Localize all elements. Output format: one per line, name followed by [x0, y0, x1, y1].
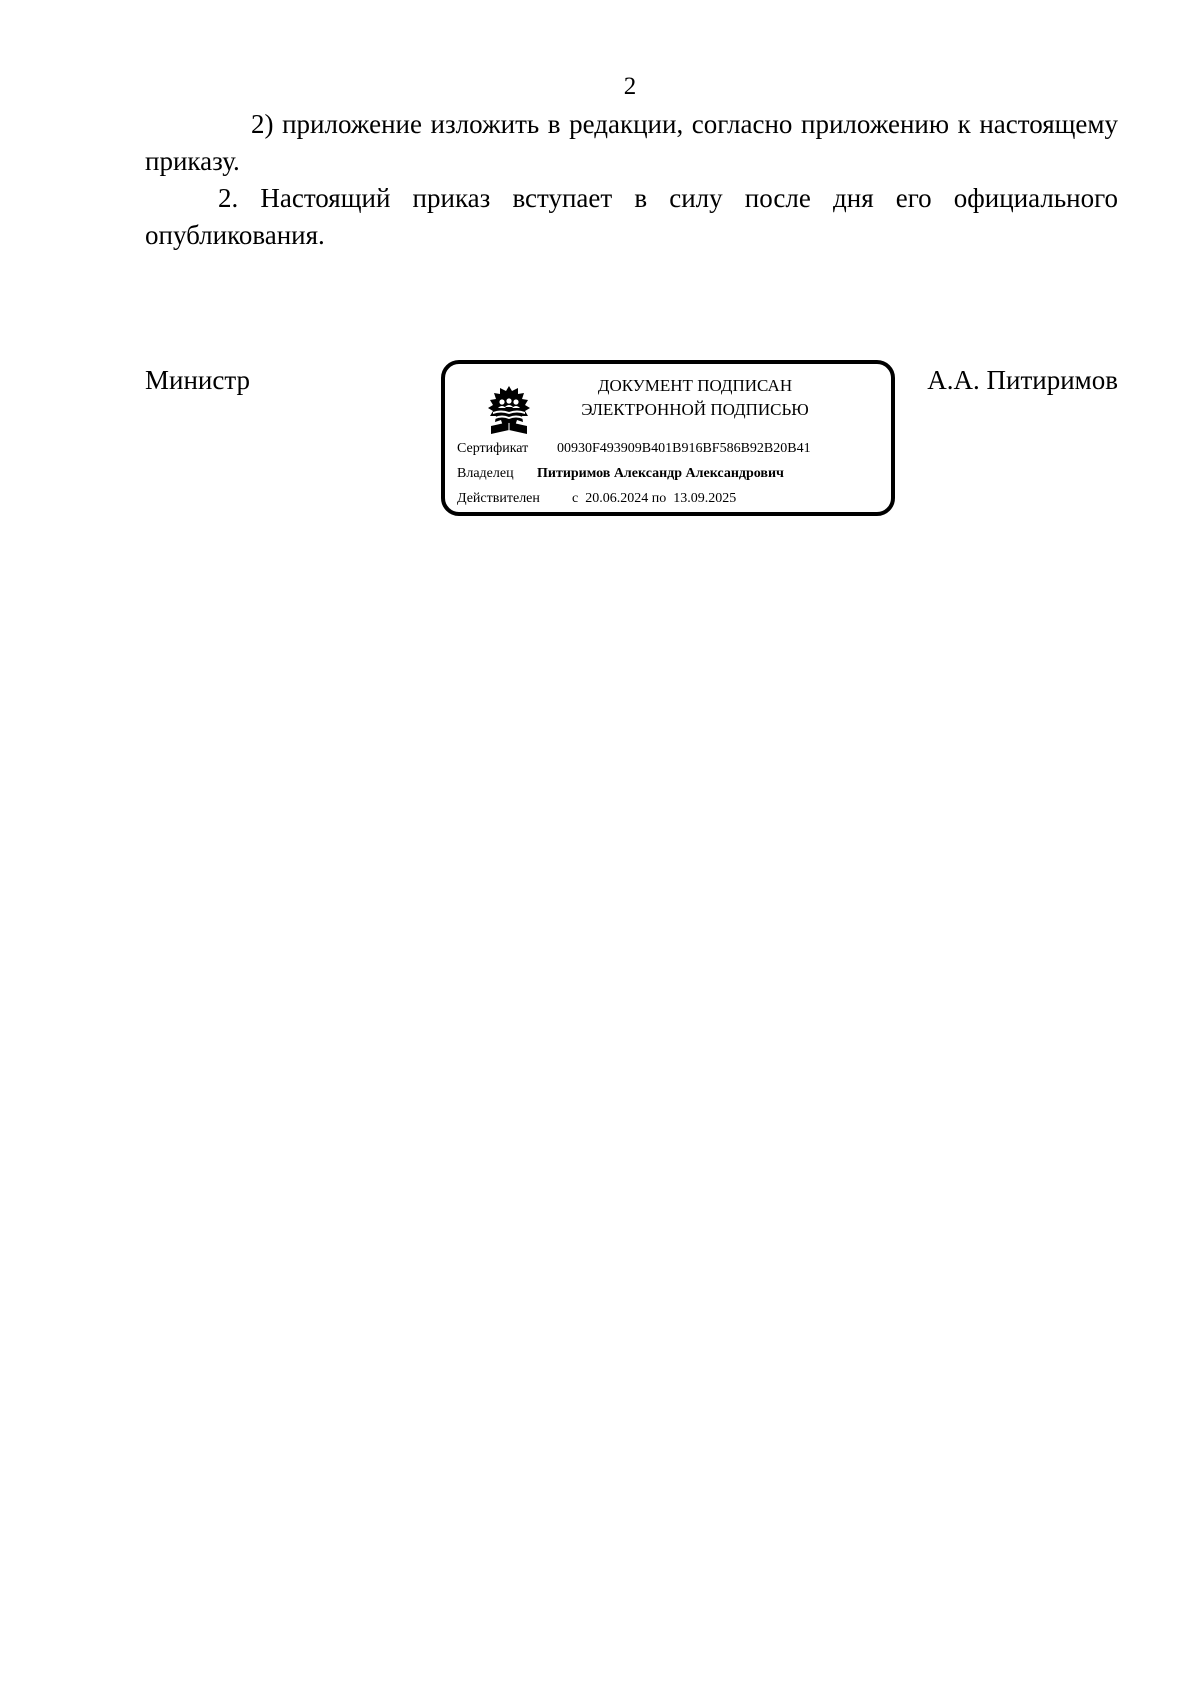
stamp-owner-row [457, 465, 784, 483]
signature-block [0, 360, 1200, 530]
stamp-heading-line2: ЭЛЕКТРОННОЙ ПОДПИСЬЮ [581, 400, 809, 419]
validity-label: Действителен [457, 491, 540, 506]
paragraph-appendix-amendment: 2) приложение изложить в редакции, согласно приложению к настоящему приказу. [145, 109, 1118, 176]
validity-value: с 20.06.2024 по 13.09.2025 [572, 491, 737, 506]
certificate-label: Сертификат [457, 441, 529, 456]
signer-name: А.А. Питиримов [927, 365, 1118, 395]
owner-value: Питиримов Александр Александрович [537, 466, 784, 481]
page-number: 2 [623, 73, 637, 100]
owner-label: Владелец [457, 466, 514, 481]
coat-of-arms-emblem-icon [483, 384, 535, 436]
document-body [145, 106, 1118, 254]
stamp-certificate-row [457, 440, 811, 458]
certificate-value: 00930F493909B401B916BF586B92B20B41 [557, 441, 811, 456]
stamp-heading [545, 374, 845, 422]
stamp-heading-line1: ДОКУМЕНТ ПОДПИСАН [597, 376, 793, 395]
paragraph-effective-date: 2. Настоящий приказ вступает в силу после дня его официального опубликования. [145, 183, 1118, 250]
stamp-validity-row [457, 490, 736, 508]
electronic-signature-stamp [441, 360, 895, 516]
signer-position: Министр [145, 365, 250, 395]
